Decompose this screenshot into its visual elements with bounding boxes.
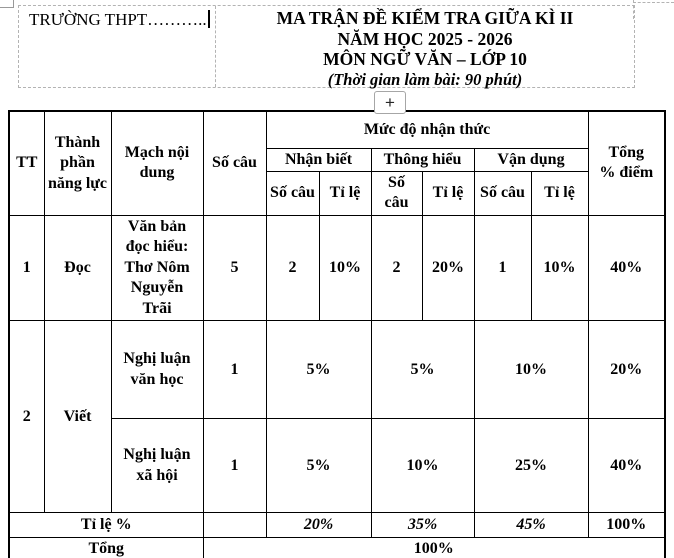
table-move-handle-artifact bbox=[0, 0, 14, 8]
cell-ratio-th[interactable]: 35% bbox=[371, 513, 474, 538]
gridline-artifact-horizontal bbox=[633, 2, 674, 3]
cell-social-vd-ratio[interactable]: 25% bbox=[474, 419, 588, 513]
col-header-level-application[interactable]: Vận dụng bbox=[474, 148, 588, 171]
cell-literary-th-ratio[interactable]: 5% bbox=[371, 321, 474, 419]
cell-grand-total-label[interactable]: Tổng bbox=[9, 538, 203, 558]
cell-ratio-vd[interactable]: 45% bbox=[474, 513, 588, 538]
text-caret bbox=[208, 10, 210, 28]
cell-reading-th-ratio[interactable]: 20% bbox=[422, 215, 474, 320]
cell-social-th-ratio[interactable]: 10% bbox=[371, 419, 474, 513]
cell-ratio-label[interactable]: Tỉ lệ % bbox=[9, 513, 203, 538]
table-row-writing-literary bbox=[9, 321, 665, 419]
school-name-text: TRƯỜNG THPT……….. bbox=[29, 10, 207, 29]
exam-duration-subtitle: (Thời gian làm bài: 90 phút) bbox=[327, 69, 523, 89]
cell-tt-2[interactable]: 2 bbox=[9, 321, 44, 513]
letterhead-table bbox=[18, 5, 635, 88]
cell-literary-questions[interactable]: 1 bbox=[203, 321, 266, 419]
table-row-ratio bbox=[9, 513, 665, 538]
cell-strand-reading[interactable]: Văn bản đọc hiểu: Thơ Nôm Nguyễn Trãi bbox=[111, 215, 203, 320]
cell-strand-social-essay[interactable]: Nghị luận xã hội bbox=[111, 419, 203, 513]
subheader-th-questions[interactable]: Số câu bbox=[371, 171, 422, 215]
cell-ratio-nb[interactable]: 20% bbox=[266, 513, 371, 538]
cell-literary-total[interactable]: 20% bbox=[588, 321, 665, 419]
table-insert-plus-button[interactable] bbox=[374, 91, 406, 114]
cell-literary-nb-ratio[interactable]: 5% bbox=[266, 321, 371, 419]
cell-reading-questions[interactable]: 5 bbox=[203, 215, 266, 320]
cell-reading-total[interactable]: 40% bbox=[588, 215, 665, 320]
col-header-level-comprehension[interactable]: Thông hiểu bbox=[371, 148, 474, 171]
cell-ratio-total[interactable]: 100% bbox=[588, 513, 665, 538]
exam-title-cell[interactable] bbox=[216, 6, 634, 87]
col-header-strand[interactable]: Mạch nội dung bbox=[111, 111, 203, 215]
cell-reading-nb-ratio[interactable]: 10% bbox=[319, 215, 371, 320]
plus-icon: + bbox=[385, 93, 395, 112]
cell-reading-vd-questions[interactable]: 1 bbox=[474, 215, 531, 320]
cell-reading-nb-questions[interactable]: 2 bbox=[266, 215, 319, 320]
exam-title-line-1: MA TRẬN ĐỀ KIỂM TRA GIỮA KÌ II bbox=[276, 8, 574, 28]
exam-matrix-table bbox=[8, 110, 666, 558]
exam-title-line-2: NĂM HỌC 2025 - 2026 bbox=[337, 28, 513, 49]
subheader-vd-ratio[interactable]: Tỉ lệ bbox=[531, 171, 588, 215]
cell-component-reading[interactable]: Đọc bbox=[44, 215, 111, 320]
cell-reading-vd-ratio[interactable]: 10% bbox=[531, 215, 588, 320]
col-header-total-line1: Tổng bbox=[608, 143, 645, 161]
cell-tt-1[interactable]: 1 bbox=[9, 215, 44, 320]
cell-grand-total-value[interactable]: 100% bbox=[203, 538, 665, 558]
col-header-levels-group[interactable]: Mức độ nhận thức bbox=[266, 111, 588, 148]
cell-social-nb-ratio[interactable]: 5% bbox=[266, 419, 371, 513]
col-header-tt[interactable]: TT bbox=[9, 111, 44, 215]
col-header-total-line2: % điểm bbox=[599, 164, 654, 182]
school-name-cell[interactable] bbox=[19, 6, 216, 87]
cell-reading-th-questions[interactable]: 2 bbox=[371, 215, 422, 320]
exam-title-line-3: MÔN NGỮ VĂN – LỚP 10 bbox=[323, 49, 527, 69]
cell-component-writing[interactable]: Viết bbox=[44, 321, 111, 513]
subheader-nb-ratio[interactable]: Tỉ lệ bbox=[319, 171, 371, 215]
subheader-vd-questions[interactable]: Số câu bbox=[474, 171, 531, 215]
subheader-th-ratio[interactable]: Tỉ lệ bbox=[422, 171, 474, 215]
table-row-grand-total bbox=[9, 538, 665, 558]
col-header-component[interactable]: Thành phần năng lực bbox=[44, 111, 111, 215]
cell-ratio-empty[interactable] bbox=[203, 513, 266, 538]
col-header-level-recognition[interactable]: Nhận biết bbox=[266, 148, 371, 171]
col-header-questions[interactable]: Số câu bbox=[203, 111, 266, 215]
col-header-total[interactable] bbox=[588, 111, 665, 215]
cell-social-total[interactable]: 40% bbox=[588, 419, 665, 513]
cell-social-questions[interactable]: 1 bbox=[203, 419, 266, 513]
cell-literary-vd-ratio[interactable]: 10% bbox=[474, 321, 588, 419]
table-row-reading bbox=[9, 215, 665, 320]
subheader-nb-questions[interactable]: Số câu bbox=[266, 171, 319, 215]
cell-strand-literary-essay[interactable]: Nghị luận văn học bbox=[111, 321, 203, 419]
